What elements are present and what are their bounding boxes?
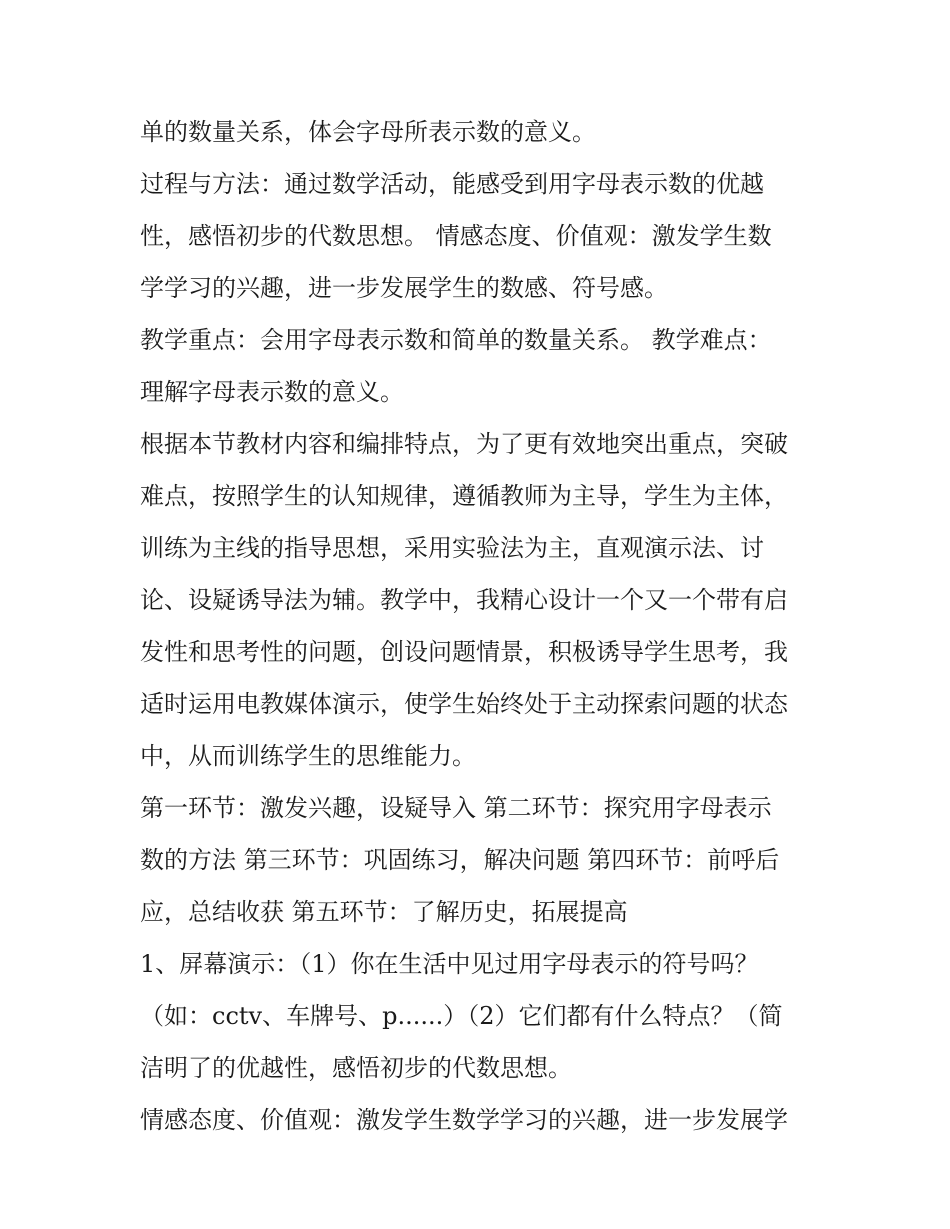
paragraph-screen-demo xyxy=(140,938,816,1094)
text-line: 学学习的兴趣，进一步发展学生的数感、符号感。 xyxy=(140,274,668,302)
text-line: 1、屏幕演示：（1）你在生活中见过用字母表示的符号吗？ xyxy=(140,950,759,978)
paragraph-lesson-stages xyxy=(140,782,816,938)
text-line: 训练为主线的指导思想，采用实验法为主，直观演示法、讨 xyxy=(140,534,764,562)
text-line: 过程与方法：通过数学活动，能感受到用字母表示数的优越 xyxy=(140,170,764,198)
text-line: 洁明了的优越性，感悟初步的代数思想。 xyxy=(140,1054,572,1082)
text-line: 论、设疑诱导法为辅。教学中，我精心设计一个又一个带有启 xyxy=(140,586,788,614)
text-line: 情感态度、价值观：激发学生数学学习的兴趣，进一步发展学 xyxy=(140,1106,788,1134)
paragraph-attitude-values xyxy=(140,1094,816,1146)
text-line: 适时运用电教媒体演示，使学生始终处于主动探索问题的状态 xyxy=(140,690,788,718)
text-line: 第一环节：激发兴趣，设疑导入 第二环节：探究用字母表示 xyxy=(140,794,772,822)
text-line: 根据本节教材内容和编排特点，为了更有效地突出重点，突破 xyxy=(140,430,788,458)
text-line: （如：cctv、车牌号、p......）（2）它们都有什么特点？（简 xyxy=(140,1002,783,1030)
paragraph-key-points xyxy=(140,314,816,418)
text-line: 数的方法 第三环节：巩固练习，解决问题 第四环节：前呼后 xyxy=(140,846,780,874)
paragraph-objective-tail xyxy=(140,106,816,158)
paragraph-process-method xyxy=(140,158,816,314)
text-line: 理解字母表示数的意义。 xyxy=(140,378,404,406)
text-line: 教学重点：会用字母表示数和简单的数量关系。 教学难点： xyxy=(140,326,772,354)
text-line: 难点，按照学生的认知规律，遵循教师为主导，学生为主体， xyxy=(140,482,788,510)
text-line: 发性和思考性的问题，创设问题情景，积极诱导学生思考，我 xyxy=(140,638,788,666)
document-body xyxy=(140,106,816,1146)
text-line: 应，总结收获 第五环节：了解历史，拓展提高 xyxy=(140,898,628,926)
text-line: 性，感悟初步的代数思想。 情感态度、价值观：激发学生数 xyxy=(140,222,772,250)
paragraph-teaching-method xyxy=(140,418,816,782)
text-line: 中，从而训练学生的思维能力。 xyxy=(140,742,476,770)
text-line: 单的数量关系，体会字母所表示数的意义。 xyxy=(140,118,596,146)
